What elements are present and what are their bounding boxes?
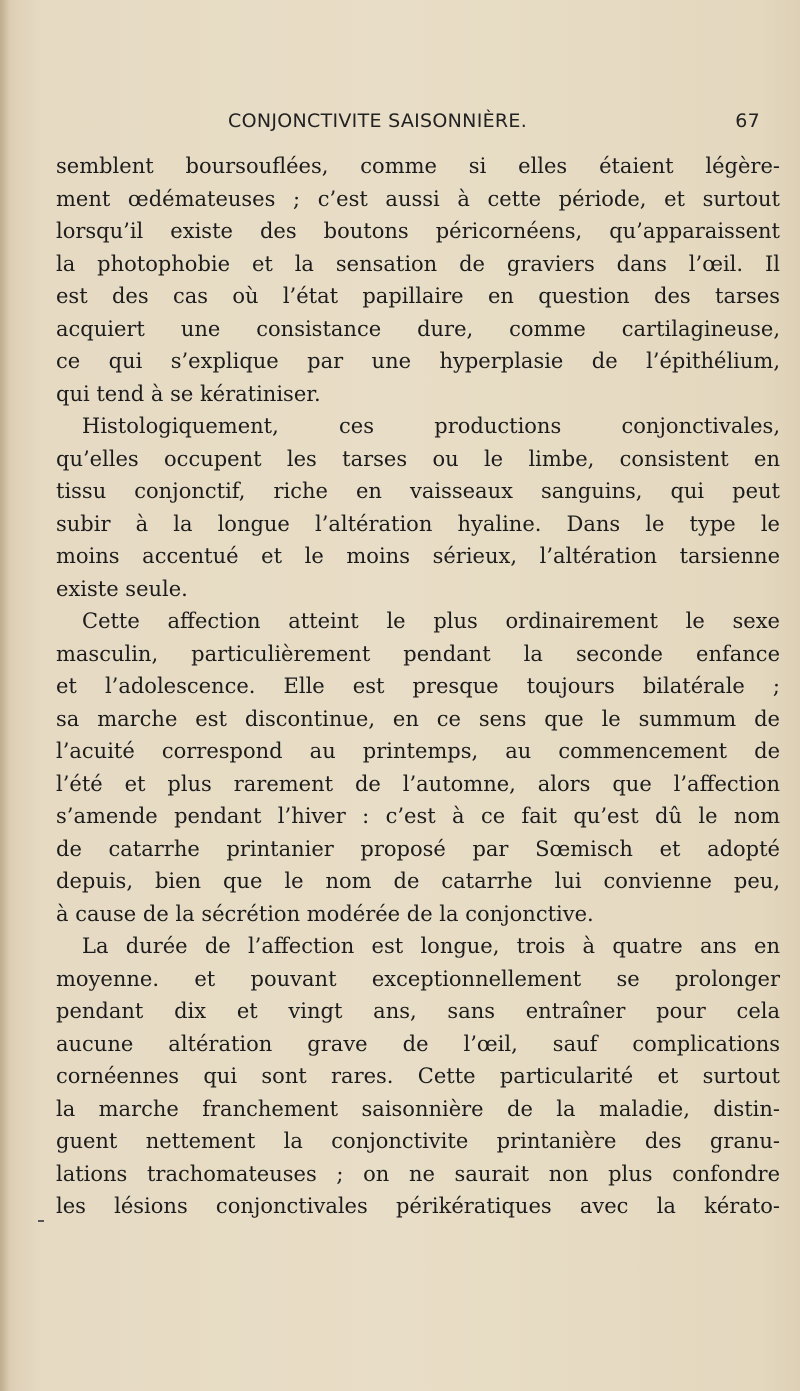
text-line: guent nettement la conjonctivite printanière des granu- xyxy=(56,1129,780,1153)
text-line: la marche franchement saisonnière de la maladie, distin- xyxy=(56,1096,780,1121)
text-line: l’été et plus rarement de l’automne, alors que l’affection xyxy=(56,771,780,796)
text-line: la photophobie et la sensation de graviers dans l’œil. Il xyxy=(56,251,780,276)
text-line: qu’elles occupent les tarses ou le limbe, consistent en xyxy=(56,446,780,471)
margin-mark xyxy=(38,1220,44,1222)
text-line: à cause de la sécrétion modérée de la conjonctive. xyxy=(56,901,594,926)
page-binding-shadow xyxy=(0,0,10,1391)
text-line: moyenne. et pouvant exceptionnellement se prolonger xyxy=(56,966,780,991)
text-line: de catarrhe printanier proposé par Sœmisch et adopté xyxy=(56,836,780,861)
text-line: La durée de l’affection est longue, trois à quatre ans en xyxy=(82,934,780,958)
text-line: cornéennes qui sont rares. Cette particularité et surtout xyxy=(56,1064,780,1088)
text-line: ce qui s’explique par une hyperplasie de l’épithélium, xyxy=(56,349,780,373)
text-line: qui tend à se kératiniser. xyxy=(56,381,321,406)
text-line: depuis, bien que le nom de catarrhe lui convienne peu, xyxy=(56,869,780,893)
text-line: aucune altération grave de l’œil, sauf complications xyxy=(56,1031,780,1056)
text-line: existe seule. xyxy=(56,576,188,601)
running-header-title: CONJONCTIVITE SAISONNIÈRE. xyxy=(228,110,528,132)
page-number: 67 xyxy=(735,110,760,132)
text-line: ment œdémateuses ; c’est aussi à cette période, et surtout xyxy=(56,186,780,211)
text-line: masculin, particulièrement pendant la seconde enfance xyxy=(56,641,780,666)
text-line: tissu conjonctif, riche en vaisseaux sanguins, qui peut xyxy=(56,479,780,503)
body-text xyxy=(56,150,780,1223)
text-line: sa marche est discontinue, en ce sens que le summum de xyxy=(56,706,780,731)
text-line: est des cas où l’état papillaire en question des tarses xyxy=(56,284,780,308)
text-line: Cette affection atteint le plus ordinairement le sexe xyxy=(82,609,780,633)
text-line: pendant dix et vingt ans, sans entraîner pour cela xyxy=(56,999,780,1023)
text-line: subir à la longue l’altération hyaline. Dans le type le xyxy=(56,511,780,536)
text-line: l’acuité correspond au printemps, au commencement de xyxy=(56,739,780,763)
text-line: les lésions conjonctivales périkératiques avec la kérato- xyxy=(56,1194,780,1218)
text-line: lorsqu’il existe des boutons péricornéens, qu’apparaissent xyxy=(56,219,780,243)
text-line: s’amende pendant l’hiver : c’est à ce fait qu’est dû le nom xyxy=(56,804,780,828)
text-line: moins accentué et le moins sérieux, l’altération tarsienne xyxy=(56,544,780,568)
text-line: et l’adolescence. Elle est presque toujours bilatérale ; xyxy=(56,674,780,698)
text-line: Histologiquement, ces productions conjonctivales, xyxy=(82,414,780,438)
running-header xyxy=(140,110,780,136)
text-line: acquiert une consistance dure, comme cartilagineuse, xyxy=(56,316,780,341)
text-line: semblent boursouflées, comme si elles étaient légère- xyxy=(56,154,780,178)
text-line: lations trachomateuses ; on ne saurait non plus confondre xyxy=(56,1161,780,1186)
